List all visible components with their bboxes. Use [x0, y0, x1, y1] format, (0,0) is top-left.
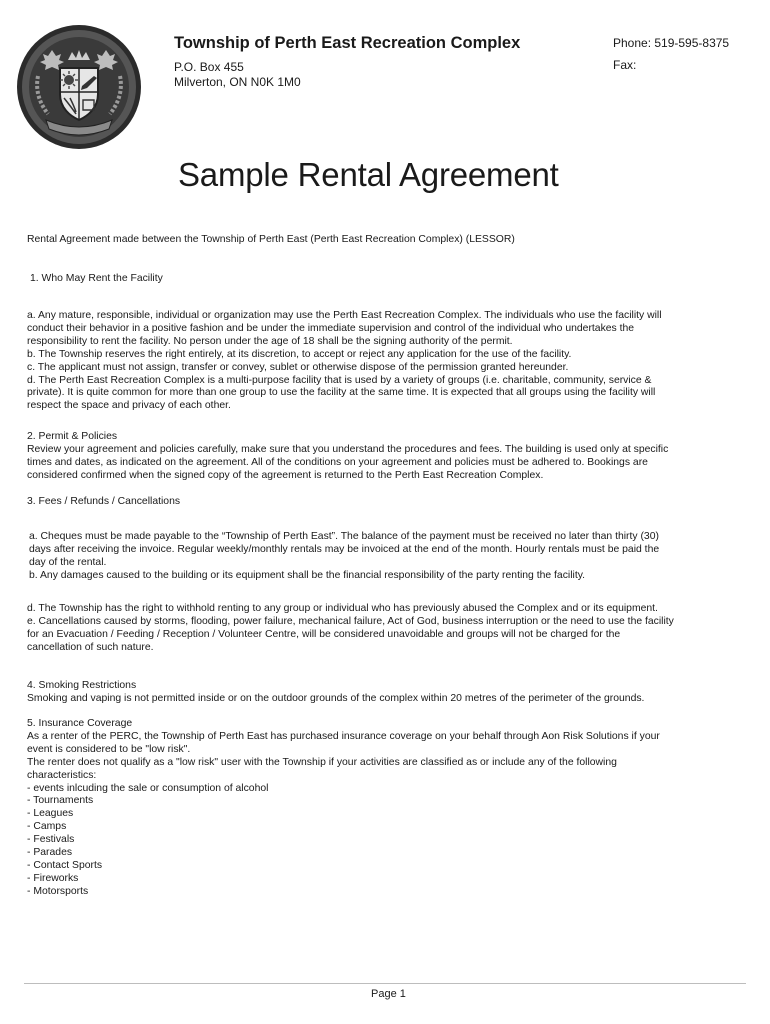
section-2	[27, 431, 739, 483]
section-4	[27, 680, 739, 706]
text-line: As a renter of the PERC, the Township of Perth East has purchased insurance coverage on your behalf through Aon Risk Solutions if your	[27, 730, 660, 742]
section-3-heading	[27, 496, 739, 509]
text-line: for an Evacuation / Feeding / Reception / Volunteer Centre, will be considered unavoidable and groups will not be charged for the	[27, 628, 621, 640]
text-line: b. The Township reserves the right entirely, at its discretion, to accept or reject any application for the use of the facility.	[27, 348, 572, 360]
text-line: Smoking and vaping is not permitted inside or on the outdoor grounds of the complex within 20 metres of the perimeter of the grounds.	[27, 692, 645, 704]
section-3-block-1	[29, 531, 741, 583]
list-item: - Festivals	[27, 834, 75, 846]
intro-paragraph	[27, 234, 739, 247]
list-item: - Tournaments	[27, 795, 94, 807]
list-item: - Parades	[27, 847, 73, 859]
fax-number: Fax:	[613, 58, 637, 72]
text-line: respect the space and privacy of each other.	[27, 400, 231, 412]
text-line: conduct their behavior in a positive fashion and be under the immediate supervision and control of the individual who undertakes the	[27, 322, 635, 334]
text-line: days after receiving the invoice. Regular weekly/monthly rentals may be invoiced at the end of the month. Hourly rentals must be paid the	[29, 543, 660, 555]
list-item: - Fireworks	[27, 872, 79, 884]
section-heading: 4. Smoking Restrictions	[27, 680, 137, 691]
address-line-2: Milverton, ON N0K 1M0	[174, 74, 301, 89]
address-line-1: P.O. Box 455	[174, 60, 244, 74]
page-number: Page 1	[371, 988, 406, 1000]
text-line: e. Cancellations caused by storms, flooding, power failure, mechanical failure, Act of God, business interruption or the need to use the facility	[27, 615, 674, 627]
text-line: a. Cheques must be made payable to the “Township of Perth East”. The balance of the payment must be received no later than thirty (30)	[29, 531, 659, 542]
text-line: event is considered to be "low risk".	[27, 743, 191, 755]
text-line: The renter does not qualify as a "low risk" user with the Township if your activities are classified as or include any of the following	[27, 756, 617, 768]
phone-number: Phone: 519-595-8375	[613, 36, 730, 50]
list-item: - events inlcuding the sale or consumption of alcohol	[27, 782, 269, 794]
mailing-address	[174, 60, 301, 89]
text-line: considered confirmed when the signed copy of the agreement is returned to the Perth East Recreation Complex.	[27, 469, 544, 481]
intro-text: Rental Agreement made between the Township of Perth East (Perth East Recreation Complex) (LESSOR)	[27, 234, 515, 245]
section-5	[27, 718, 739, 899]
section-heading: 2. Permit & Policies	[27, 431, 118, 442]
text-line: d. The Township has the right to withhold renting to any group or individual who has previously abused the Complex and or its equipment.	[27, 603, 658, 614]
list-item: - Camps	[27, 821, 67, 833]
text-line: Review your agreement and policies carefully, make sure that you understand the procedures and fees. The building is used only at specific	[27, 443, 669, 455]
text-line: responsibility to rent the facility. No person under the age of 18 shall be the signing authority of the permit.	[27, 335, 513, 347]
footer-divider	[24, 983, 746, 984]
text-line: times and dates, as indicated on the agreement. All of the conditions on your agreement and policies must be adhered to. Bookings are	[27, 456, 648, 468]
section-heading: 3. Fees / Refunds / Cancellations	[27, 496, 181, 507]
list-item: - Contact Sports	[27, 859, 103, 871]
township-crest-icon	[16, 24, 142, 150]
text-line: c. The applicant must not assign, transfer or convey, sublet or otherwise dispose of the permission granted hereunder.	[27, 361, 569, 373]
text-line: cancellation of such nature.	[27, 641, 154, 653]
document-title: Sample Rental Agreement	[178, 156, 559, 193]
organization-name: Township of Perth East Recreation Complex	[174, 34, 521, 52]
text-line: characteristics:	[27, 769, 97, 781]
list-item: - Leagues	[27, 808, 74, 820]
text-line: private). It is quite common for more than one group to use the facility at the same time. It is expected that all groups using the facility will	[27, 387, 656, 399]
contact-info	[613, 32, 729, 76]
text-line: d. The Perth East Recreation Complex is a multi-purpose facility that is used by a variety of groups (i.e. charitable, community, service &	[27, 374, 652, 386]
section-1-heading	[30, 273, 742, 286]
text-line: b. Any damages caused to the building or its equipment shall be the financial responsibility of the party renting the facility.	[29, 569, 586, 581]
section-heading: 5. Insurance Coverage	[27, 718, 133, 729]
section-1-body	[27, 310, 739, 413]
section-3-block-2	[27, 603, 739, 655]
text-line: day of the rental.	[29, 556, 107, 568]
list-item: - Motorsports	[27, 885, 89, 897]
section-heading: 1. Who May Rent the Facility	[30, 273, 163, 284]
text-line: a. Any mature, responsible, individual or organization may use the Perth East Recreation Complex. The individuals who use the facility will	[27, 310, 662, 321]
